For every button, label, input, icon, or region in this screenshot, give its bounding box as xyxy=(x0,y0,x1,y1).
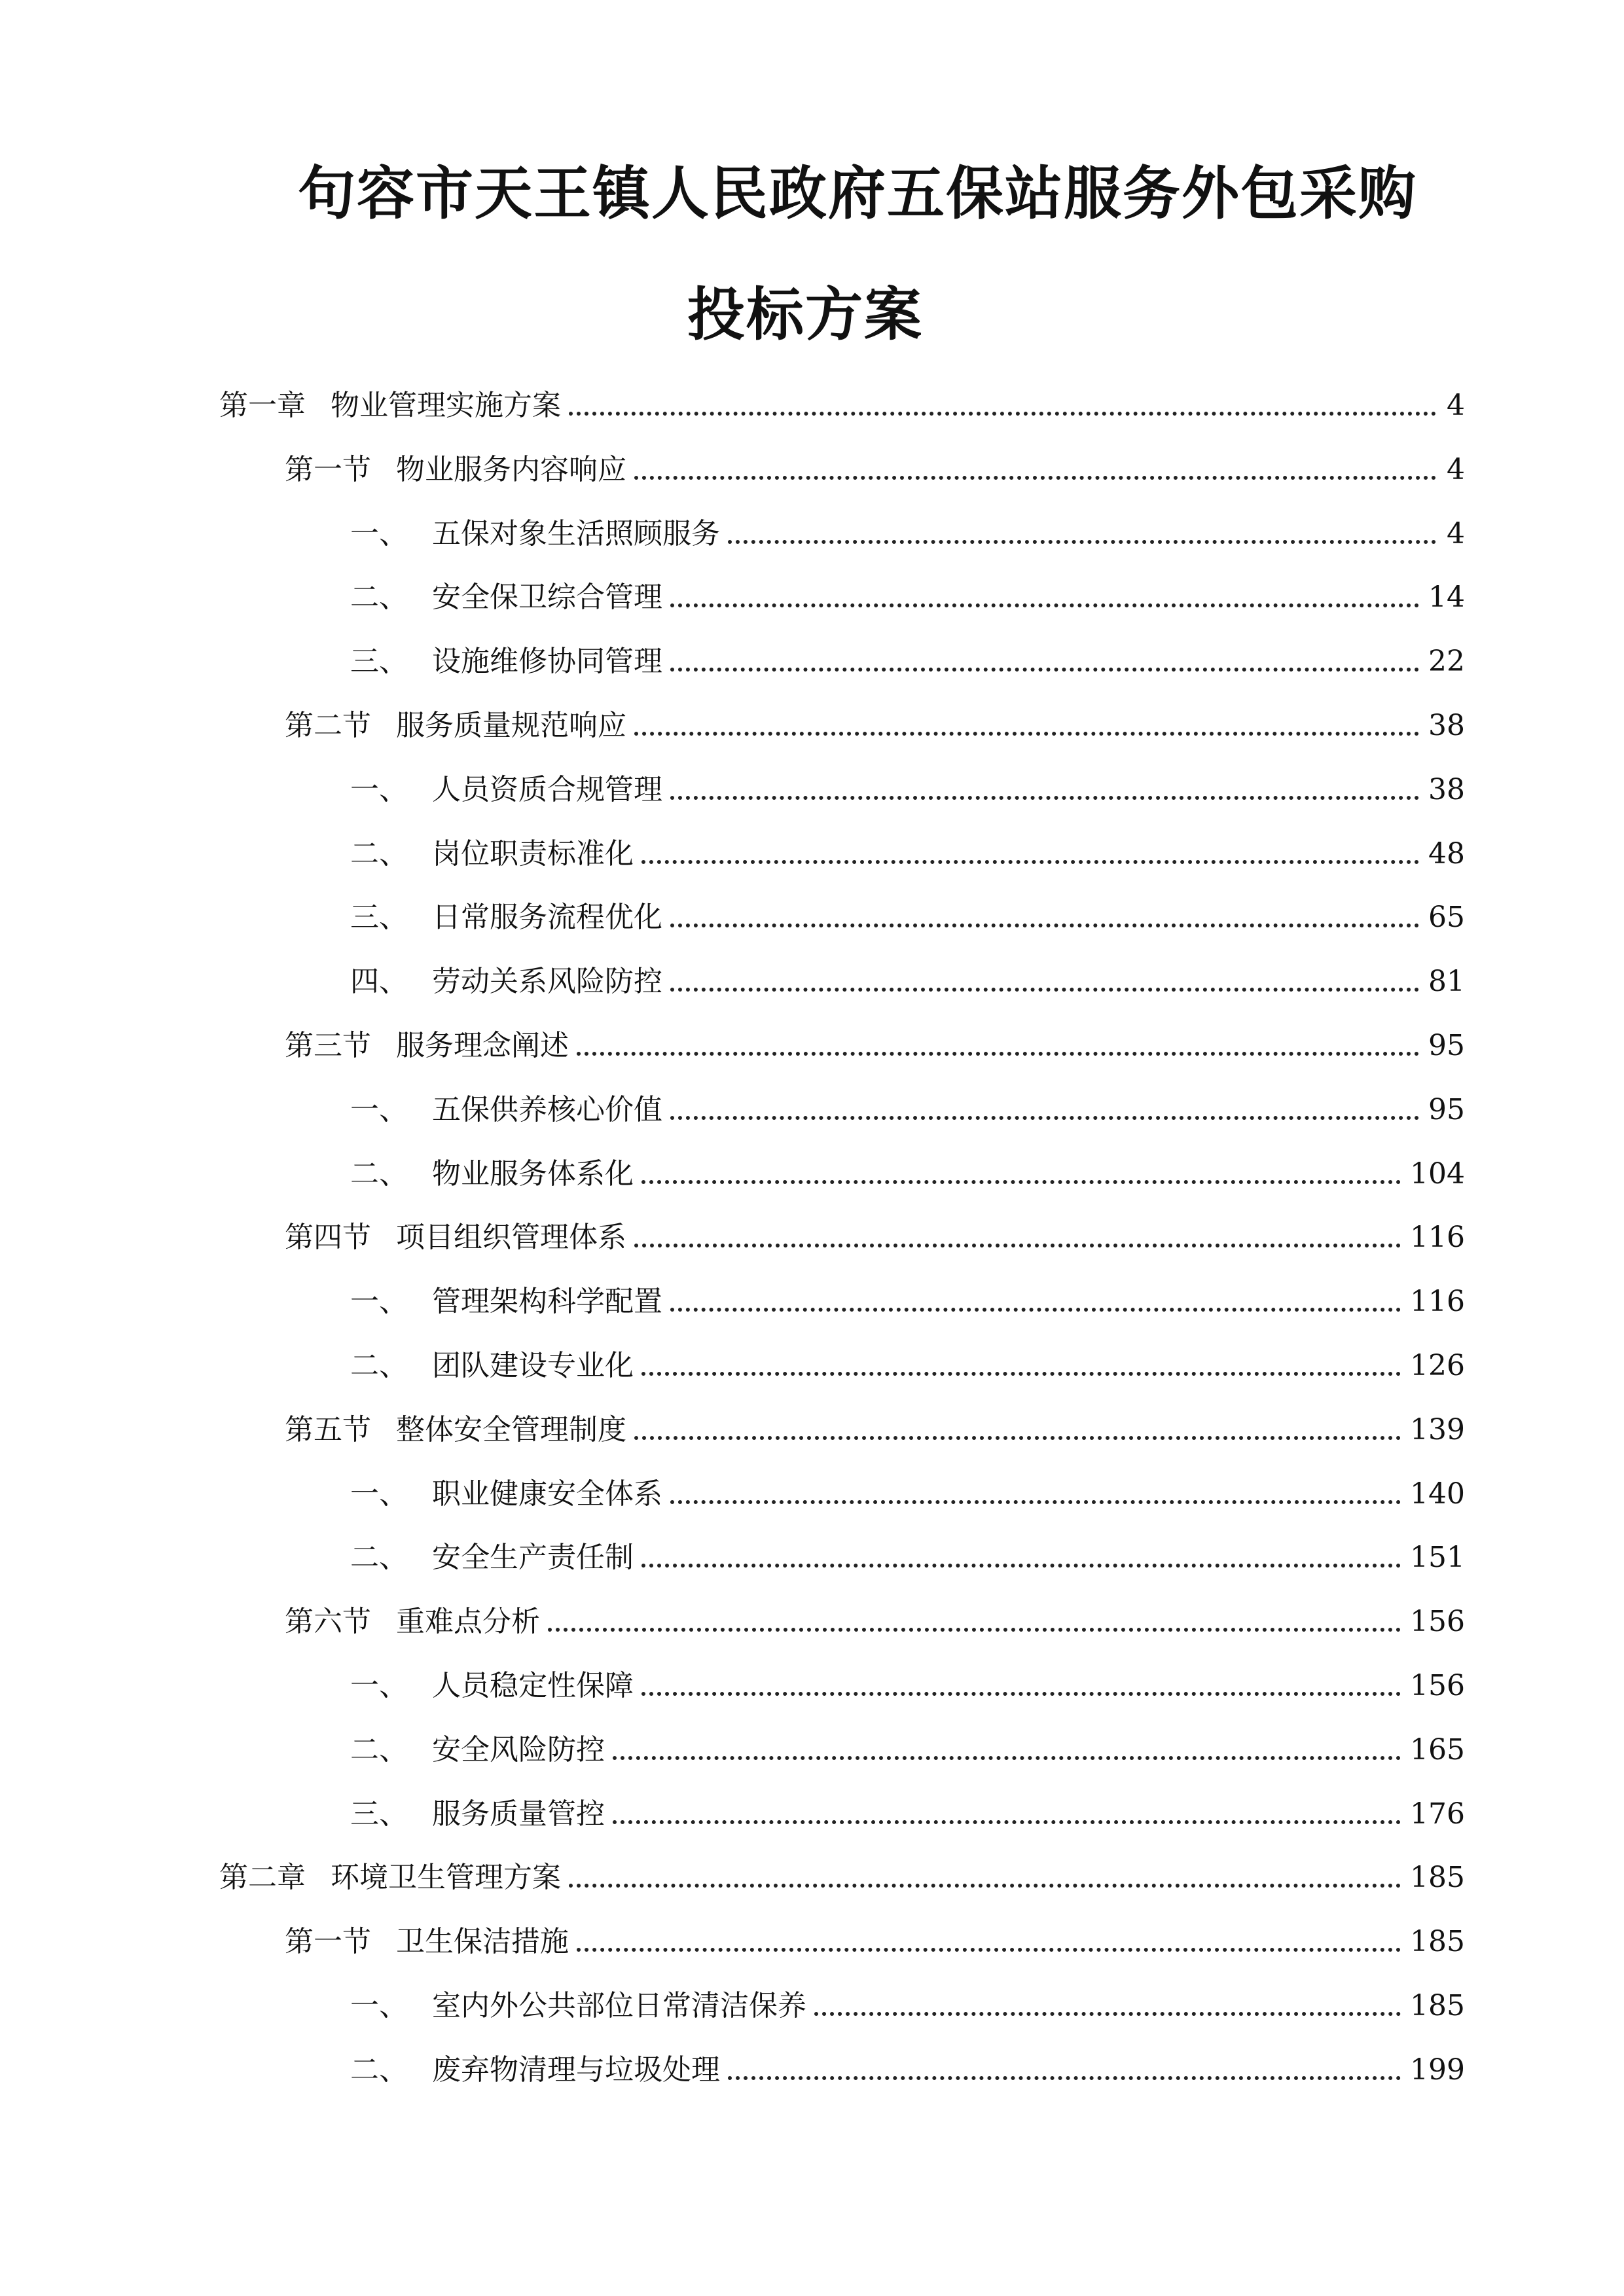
toc-entry-number: 第六节 xyxy=(285,1605,371,1638)
toc-entry-title: 整体安全管理制度 xyxy=(396,1413,626,1446)
toc-entry[interactable] xyxy=(285,1599,1465,1645)
toc-entry-page-number: 95 xyxy=(1428,1093,1465,1126)
toc-entry-title: 日常服务流程优化 xyxy=(432,901,662,934)
toc-entry-title: 五保供养核心价值 xyxy=(432,1093,662,1126)
toc-dot-leader xyxy=(670,639,1419,685)
toc-entry[interactable] xyxy=(350,2047,1465,2093)
toc-entry-page-number: 139 xyxy=(1410,1413,1465,1446)
toc-dot-leader xyxy=(641,831,1419,877)
toc-dot-leader xyxy=(577,1919,1401,1965)
toc-entry-number: 一、 xyxy=(350,1093,408,1126)
toc-entry[interactable] xyxy=(219,383,1465,429)
toc-entry[interactable] xyxy=(350,767,1465,813)
toc-entry-title: 设施维修协同管理 xyxy=(432,645,662,678)
toc-entry-number: 三、 xyxy=(350,645,408,678)
toc-dot-leader xyxy=(641,1151,1401,1197)
toc-entry[interactable] xyxy=(350,511,1465,557)
toc-dot-leader xyxy=(634,1215,1401,1261)
toc-entry-number: 第四节 xyxy=(285,1221,371,1254)
toc-entry-title: 岗位职责标准化 xyxy=(432,837,634,870)
toc-entry-number: 二、 xyxy=(350,1349,408,1382)
toc-entry-title: 人员稳定性保障 xyxy=(432,1669,634,1702)
toc-dot-leader xyxy=(641,1535,1401,1581)
toc-dot-leader xyxy=(641,1343,1401,1389)
toc-entry[interactable] xyxy=(219,1855,1465,1901)
toc-dot-leader xyxy=(569,383,1436,429)
toc-entry-title: 物业管理实施方案 xyxy=(331,389,561,422)
toc-entry[interactable] xyxy=(350,1279,1465,1325)
title-line-2: 投标方案 xyxy=(687,280,924,348)
toc-entry-title: 服务质量管控 xyxy=(432,1797,605,1831)
toc-entry-title: 室内外公共部位日常清洁保养 xyxy=(432,1989,806,2022)
toc-entry-number: 第二章 xyxy=(219,1861,306,1894)
toc-entry-page-number: 116 xyxy=(1410,1221,1465,1254)
toc-entry-title: 项目组织管理体系 xyxy=(396,1221,626,1254)
toc-entry-title: 服务理念阐述 xyxy=(396,1029,569,1062)
toc-entry-title: 服务质量规范响应 xyxy=(396,709,626,742)
toc-dot-leader xyxy=(670,575,1419,620)
toc-entry-page-number: 185 xyxy=(1410,1861,1465,1894)
toc-entry[interactable] xyxy=(350,1727,1465,1773)
toc-entry[interactable] xyxy=(350,1471,1465,1517)
toc-entry-number: 二、 xyxy=(350,837,408,870)
toc-entry-page-number: 38 xyxy=(1428,773,1465,806)
toc-entry[interactable] xyxy=(350,959,1465,1005)
toc-entry-page-number: 176 xyxy=(1410,1797,1465,1831)
toc-dot-leader xyxy=(613,1791,1401,1837)
toc-entry[interactable] xyxy=(350,1151,1465,1197)
toc-entry-page-number: 4 xyxy=(1447,517,1465,550)
toc-entry-number: 第二节 xyxy=(285,709,371,742)
toc-entry-title: 职业健康安全体系 xyxy=(432,1477,662,1511)
toc-entry[interactable] xyxy=(285,1023,1465,1069)
toc-entry-title: 安全风险防控 xyxy=(432,1733,605,1767)
toc-entry-number: 一、 xyxy=(350,1989,408,2022)
toc-entry-page-number: 151 xyxy=(1410,1541,1465,1574)
toc-entry-number: 第三节 xyxy=(285,1029,371,1062)
toc-entry-number: 一、 xyxy=(350,773,408,806)
toc-entry-number: 三、 xyxy=(350,901,408,934)
toc-entry[interactable] xyxy=(285,1407,1465,1453)
toc-entry-title: 物业服务内容响应 xyxy=(396,453,626,486)
toc-entry-number: 二、 xyxy=(350,1733,408,1767)
toc-entry[interactable] xyxy=(350,831,1465,877)
toc-entry-title: 废弃物清理与垃圾处理 xyxy=(432,2053,720,2087)
toc-entry-number: 第一节 xyxy=(285,453,371,486)
toc-entry-title: 五保对象生活照顾服务 xyxy=(432,517,720,550)
toc-dot-leader xyxy=(814,1983,1401,2029)
toc-entry-number: 二、 xyxy=(350,1541,408,1574)
toc-dot-leader xyxy=(569,1855,1401,1901)
toc-dot-leader xyxy=(548,1599,1401,1645)
toc-entry-title: 管理架构科学配置 xyxy=(432,1285,662,1318)
toc-dot-leader xyxy=(670,1279,1401,1325)
toc-entry-number: 第一章 xyxy=(219,389,306,422)
title-line-1: 句容市天王镇人民政府五保站服务外包采购 xyxy=(298,159,1418,227)
toc-entry[interactable] xyxy=(350,575,1465,620)
toc-entry-page-number: 81 xyxy=(1428,965,1465,998)
toc-entry-title: 安全生产责任制 xyxy=(432,1541,634,1574)
toc-entry[interactable] xyxy=(350,895,1465,941)
toc-entry[interactable] xyxy=(285,703,1465,749)
toc-entry-page-number: 185 xyxy=(1410,1925,1465,1958)
toc-entry-page-number: 140 xyxy=(1410,1477,1465,1511)
toc-entry-page-number: 104 xyxy=(1410,1157,1465,1191)
toc-entry-title: 重难点分析 xyxy=(396,1605,540,1638)
toc-dot-leader xyxy=(670,895,1419,941)
toc-dot-leader xyxy=(670,767,1419,813)
toc-entry-page-number: 156 xyxy=(1410,1605,1465,1638)
toc-dot-leader xyxy=(634,1407,1401,1453)
toc-entry-number: 二、 xyxy=(350,2053,408,2087)
toc-entry[interactable] xyxy=(350,1343,1465,1389)
toc-dot-leader xyxy=(577,1023,1419,1069)
toc-dot-leader xyxy=(634,447,1436,493)
toc-entry-number: 二、 xyxy=(350,1157,408,1191)
toc-entry-title: 劳动关系风险防控 xyxy=(432,965,662,998)
toc-entry-page-number: 14 xyxy=(1428,581,1465,614)
toc-entry-title: 卫生保洁措施 xyxy=(396,1925,569,1958)
toc-entry[interactable] xyxy=(285,1215,1465,1261)
toc-entry-number: 一、 xyxy=(350,1477,408,1511)
toc-entry-number: 一、 xyxy=(350,1285,408,1318)
toc-entry-page-number: 95 xyxy=(1428,1029,1465,1062)
toc-entry-page-number: 65 xyxy=(1428,901,1465,934)
toc-entry-page-number: 4 xyxy=(1447,453,1465,486)
toc-entry[interactable] xyxy=(350,639,1465,685)
toc-entry[interactable] xyxy=(350,1983,1465,2029)
toc-entry-number: 一、 xyxy=(350,1669,408,1702)
toc-entry-page-number: 165 xyxy=(1410,1733,1465,1767)
toc-entry-page-number: 126 xyxy=(1410,1349,1465,1382)
toc-entry-number: 二、 xyxy=(350,581,408,614)
toc-entry-number: 四、 xyxy=(350,965,408,998)
toc-entry-title: 安全保卫综合管理 xyxy=(432,581,662,614)
toc-entry-number: 一、 xyxy=(350,517,408,550)
toc-entry[interactable] xyxy=(285,1919,1465,1965)
toc-entry-number: 第一节 xyxy=(285,1925,371,1958)
toc-entry-page-number: 4 xyxy=(1447,389,1465,422)
toc-entry-title: 物业服务体系化 xyxy=(432,1157,634,1191)
toc-entry-number: 第五节 xyxy=(285,1413,371,1446)
toc-entry-page-number: 38 xyxy=(1428,709,1465,742)
toc-entry[interactable] xyxy=(285,447,1465,493)
toc-dot-leader xyxy=(670,1087,1419,1133)
toc-entry-page-number: 22 xyxy=(1428,645,1465,678)
toc-dot-leader xyxy=(728,511,1436,557)
toc-dot-leader xyxy=(613,1727,1401,1773)
toc-entry[interactable] xyxy=(350,1535,1465,1581)
toc-entry[interactable] xyxy=(350,1791,1465,1837)
toc-dot-leader xyxy=(728,2047,1401,2093)
toc-entry-title: 人员资质合规管理 xyxy=(432,773,662,806)
toc-entry-page-number: 48 xyxy=(1428,837,1465,870)
toc-entry-title: 团队建设专业化 xyxy=(432,1349,634,1382)
toc-entry-page-number: 156 xyxy=(1410,1669,1465,1702)
toc-dot-leader xyxy=(634,703,1419,749)
toc-entry[interactable] xyxy=(350,1087,1465,1133)
toc-entry-page-number: 199 xyxy=(1410,2053,1465,2087)
toc-entry-page-number: 185 xyxy=(1410,1989,1465,2022)
toc-dot-leader xyxy=(641,1663,1401,1709)
toc-entry-title: 环境卫生管理方案 xyxy=(331,1861,561,1894)
toc-dot-leader xyxy=(670,1471,1401,1517)
toc-dot-leader xyxy=(670,959,1419,1005)
toc-entry-page-number: 116 xyxy=(1410,1285,1465,1318)
toc-entry[interactable] xyxy=(350,1663,1465,1709)
toc-entry-number: 三、 xyxy=(350,1797,408,1831)
